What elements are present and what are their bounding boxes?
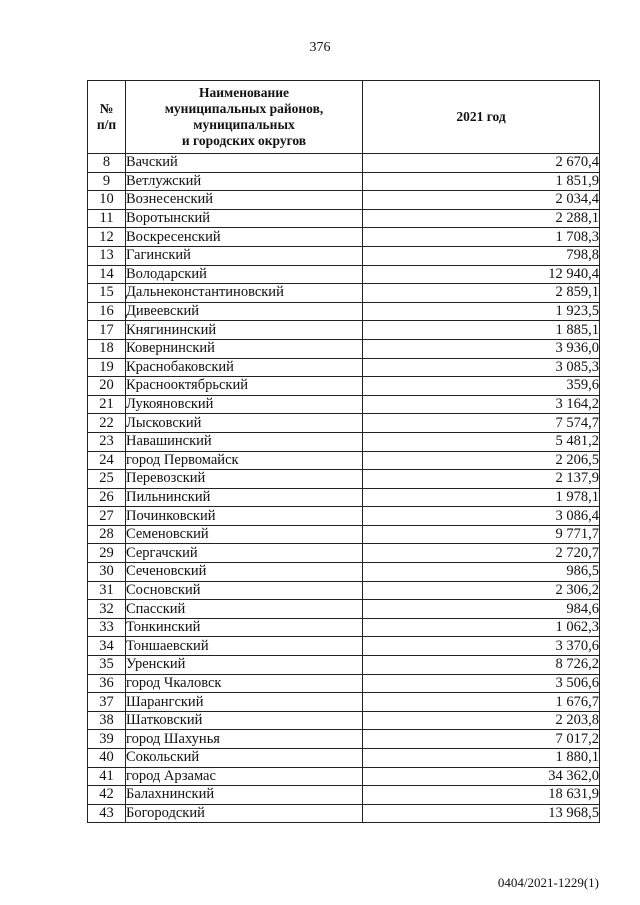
budget-value: 1 978,1 (363, 488, 600, 507)
municipality-name: Вачский (126, 154, 363, 173)
budget-value: 2 137,9 (363, 470, 600, 489)
table-row (88, 339, 600, 358)
table-row (88, 767, 600, 786)
table-row (88, 525, 600, 544)
row-number: 25 (88, 470, 126, 489)
row-number: 31 (88, 581, 126, 600)
municipality-name: Краснооктябрьский (126, 377, 363, 396)
row-number: 20 (88, 377, 126, 396)
header-number-line: № (99, 101, 114, 116)
budget-value: 3 936,0 (363, 339, 600, 358)
table-row (88, 618, 600, 637)
row-number: 41 (88, 767, 126, 786)
budget-value: 2 203,8 (363, 711, 600, 730)
row-number: 21 (88, 395, 126, 414)
budget-value: 986,5 (363, 563, 600, 582)
row-number: 15 (88, 284, 126, 303)
budget-value: 1 885,1 (363, 321, 600, 340)
row-number: 30 (88, 563, 126, 582)
row-number: 9 (88, 172, 126, 191)
municipality-name: Ковернинский (126, 339, 363, 358)
municipality-name: Сосновский (126, 581, 363, 600)
row-number: 12 (88, 228, 126, 247)
budget-value: 3 086,4 (363, 507, 600, 526)
row-number: 27 (88, 507, 126, 526)
row-number: 24 (88, 451, 126, 470)
row-number: 34 (88, 637, 126, 656)
table-row (88, 656, 600, 675)
table-row (88, 302, 600, 321)
municipality-name: Краснобаковский (126, 358, 363, 377)
row-number: 29 (88, 544, 126, 563)
municipality-name: Гагинский (126, 246, 363, 265)
budget-value: 18 631,9 (363, 786, 600, 805)
municipality-name: Уренский (126, 656, 363, 675)
municipality-name: Вознесенский (126, 191, 363, 210)
row-number: 23 (88, 432, 126, 451)
row-number: 13 (88, 246, 126, 265)
municipality-name: Починковский (126, 507, 363, 526)
row-number: 32 (88, 600, 126, 619)
row-number: 17 (88, 321, 126, 340)
municipality-name: Воскресенский (126, 228, 363, 247)
table-row (88, 674, 600, 693)
table-row (88, 451, 600, 470)
budget-value: 1 708,3 (363, 228, 600, 247)
budget-value: 7 017,2 (363, 730, 600, 749)
municipality-name: Пильнинский (126, 488, 363, 507)
budget-value: 3 370,6 (363, 637, 600, 656)
table-row (88, 730, 600, 749)
header-name-line: муниципальных районов, (164, 101, 324, 116)
table-row (88, 637, 600, 656)
municipality-name: город Чкаловск (126, 674, 363, 693)
budget-value: 3 506,6 (363, 674, 600, 693)
header-name-line: муниципальных (193, 117, 295, 132)
row-number: 10 (88, 191, 126, 210)
row-number: 22 (88, 414, 126, 433)
municipality-name: Лысковский (126, 414, 363, 433)
table-row (88, 246, 600, 265)
table-row (88, 228, 600, 247)
row-number: 28 (88, 525, 126, 544)
budget-value: 2 206,5 (363, 451, 600, 470)
municipality-name: Дивеевский (126, 302, 363, 321)
budget-value: 2 720,7 (363, 544, 600, 563)
municipality-name: Воротынский (126, 209, 363, 228)
header-name-line: и городских округов (181, 133, 307, 148)
municipality-name: Сокольский (126, 749, 363, 768)
row-number: 38 (88, 711, 126, 730)
budget-value: 8 726,2 (363, 656, 600, 675)
municipality-name: Семеновский (126, 525, 363, 544)
table-row (88, 432, 600, 451)
table-row (88, 395, 600, 414)
row-number: 36 (88, 674, 126, 693)
row-number: 11 (88, 209, 126, 228)
header-number-line: п/п (96, 117, 117, 132)
table-row (88, 749, 600, 768)
municipality-name: Сергачский (126, 544, 363, 563)
header-name (126, 81, 363, 154)
page-number: 376 (309, 40, 331, 55)
table-row (88, 507, 600, 526)
municipality-name: Шарангский (126, 693, 363, 712)
budget-value: 12 940,4 (363, 265, 600, 284)
row-number: 8 (88, 154, 126, 173)
municipality-name: Балахнинский (126, 786, 363, 805)
municipality-name: Богородский (126, 804, 363, 823)
table-row (88, 191, 600, 210)
table-row (88, 470, 600, 489)
municipality-name: Володарский (126, 265, 363, 284)
row-number: 37 (88, 693, 126, 712)
budget-value: 7 574,7 (363, 414, 600, 433)
municipality-name: Шатковский (126, 711, 363, 730)
budget-value: 13 968,5 (363, 804, 600, 823)
budget-value: 1 062,3 (363, 618, 600, 637)
budget-value: 2 034,4 (363, 191, 600, 210)
budget-table (87, 80, 600, 823)
row-number: 19 (88, 358, 126, 377)
municipality-name: Сеченовский (126, 563, 363, 582)
row-number: 42 (88, 786, 126, 805)
budget-value: 5 481,2 (363, 432, 600, 451)
table-row (88, 321, 600, 340)
row-number: 16 (88, 302, 126, 321)
municipality-name: Перевозский (126, 470, 363, 489)
table-row (88, 544, 600, 563)
header-year: 2021 год (363, 81, 600, 154)
municipality-name: Княгининский (126, 321, 363, 340)
budget-value: 3 164,2 (363, 395, 600, 414)
budget-value: 3 085,3 (363, 358, 600, 377)
table-row (88, 488, 600, 507)
budget-value: 2 288,1 (363, 209, 600, 228)
budget-value: 1 851,9 (363, 172, 600, 191)
budget-value: 798,8 (363, 246, 600, 265)
table-row (88, 172, 600, 191)
table-row (88, 284, 600, 303)
budget-value: 1 676,7 (363, 693, 600, 712)
table-row (88, 209, 600, 228)
municipality-name: Дальнеконстантиновский (126, 284, 363, 303)
row-number: 18 (88, 339, 126, 358)
table-row (88, 693, 600, 712)
municipality-name: город Шахунья (126, 730, 363, 749)
row-number: 26 (88, 488, 126, 507)
row-number: 33 (88, 618, 126, 637)
budget-value: 359,6 (363, 377, 600, 396)
header-name-line: Наименование (199, 85, 289, 100)
row-number: 35 (88, 656, 126, 675)
municipality-name: Лукояновский (126, 395, 363, 414)
budget-value: 1 880,1 (363, 749, 600, 768)
header-number (88, 81, 126, 154)
municipality-name: город Первомайск (126, 451, 363, 470)
table-row (88, 786, 600, 805)
table-row (88, 600, 600, 619)
row-number: 14 (88, 265, 126, 284)
table-row (88, 581, 600, 600)
budget-value: 9 771,7 (363, 525, 600, 544)
row-number: 43 (88, 804, 126, 823)
budget-value: 1 923,5 (363, 302, 600, 321)
municipality-name: Спасский (126, 600, 363, 619)
table-row (88, 711, 600, 730)
municipality-name: Тоншаевский (126, 637, 363, 656)
table-row (88, 563, 600, 582)
row-number: 39 (88, 730, 126, 749)
row-number: 40 (88, 749, 126, 768)
table-header (88, 81, 600, 154)
budget-value: 984,6 (363, 600, 600, 619)
municipality-name: Навашинский (126, 432, 363, 451)
municipality-name: Ветлужский (126, 172, 363, 191)
table-row (88, 414, 600, 433)
budget-value: 2 859,1 (363, 284, 600, 303)
budget-value: 2 306,2 (363, 581, 600, 600)
budget-value: 2 670,4 (363, 154, 600, 173)
table-row (88, 265, 600, 284)
table-body (88, 154, 600, 823)
table-row (88, 358, 600, 377)
municipality-name: Тонкинский (126, 618, 363, 637)
budget-value: 34 362,0 (363, 767, 600, 786)
municipality-name: город Арзамас (126, 767, 363, 786)
table-row (88, 154, 600, 173)
table-row (88, 377, 600, 396)
table-row (88, 804, 600, 823)
document-code: 0404/2021-1229(1) (497, 875, 599, 890)
